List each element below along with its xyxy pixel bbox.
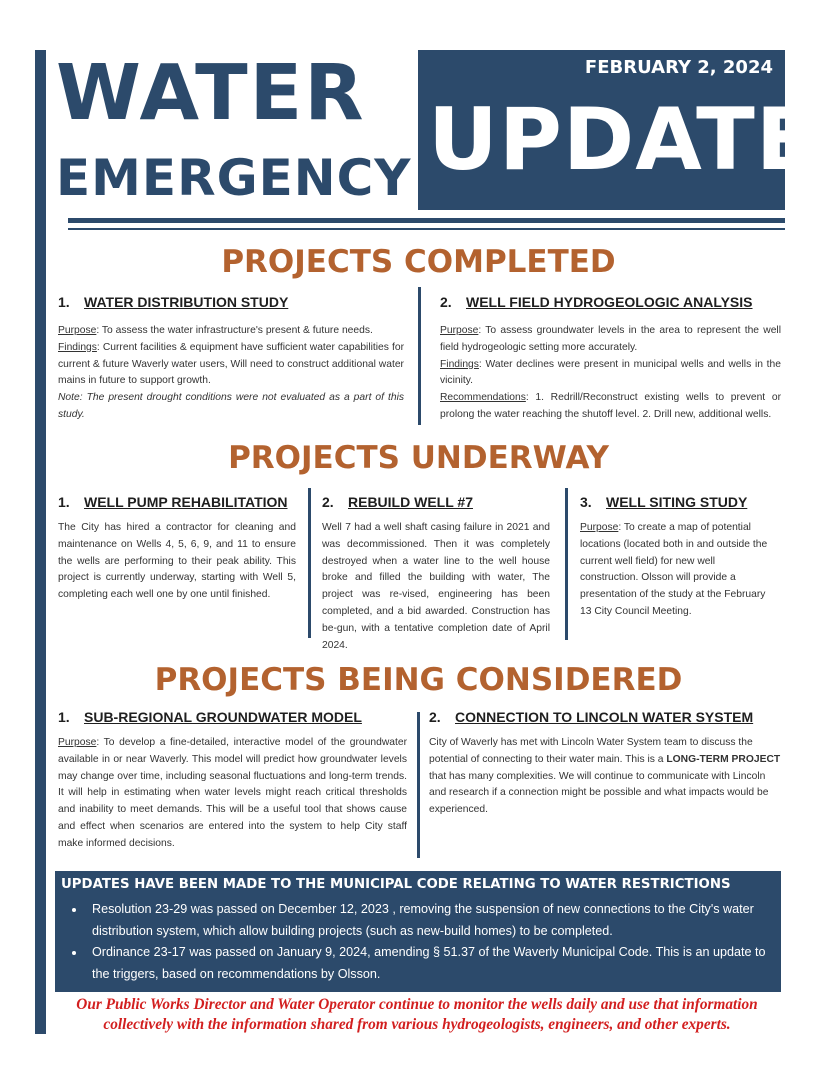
completed-item-water-distribution bbox=[58, 294, 404, 424]
header-rule-thin bbox=[68, 228, 785, 230]
item-body: Purpose: To develop a fine-detailed, interactive model of the groundwater available in or near Waverly. This model will predict how groundwater levels may change over time, including seasonal fluctuations and long-term trends. It will help in estimating when water levels might reach critical thresholds and inability to meet demands. This will be a useful tool that shows cause and effect when scenarios are entered into the system to help City staff make informed decisions. bbox=[58, 737, 407, 849]
section-heading-completed: PROJECTS COMPLETED bbox=[221, 244, 616, 280]
left-accent-bar bbox=[35, 50, 46, 1034]
section-heading-considered: PROJECTS BEING CONSIDERED bbox=[154, 662, 683, 698]
title-water: WATER bbox=[56, 49, 366, 138]
section-heading-underway: PROJECTS UNDERWAY bbox=[228, 440, 609, 476]
item-title: 2. REBUILD WELL #7 bbox=[322, 494, 473, 510]
considered-item-lincoln-connection bbox=[429, 709, 781, 819]
column-divider bbox=[308, 488, 311, 638]
item-body: The City has hired a contractor for cleaning and maintenance on Wells 4, 5, 6, 9, and 11 to ensure the wells are performing to their peak ability. This project is currently underway, starting with Well 5, completing each well one by one until finished. bbox=[58, 522, 296, 601]
item-title: 2. CONNECTION TO LINCOLN WATER SYSTEM bbox=[429, 709, 754, 725]
header-rule-thick bbox=[68, 218, 785, 223]
considered-item-groundwater-model bbox=[58, 709, 407, 853]
update-title: UPDATE bbox=[428, 90, 816, 190]
underway-item-rebuild-well-7 bbox=[322, 494, 550, 654]
item-body: Purpose: To create a map of potential locations (located both in and outside the current well field) for new well construction. Olsson will provide a presentation of the study at the February 13 City Council Meeting. bbox=[580, 522, 768, 617]
column-divider bbox=[565, 488, 568, 640]
footer-note: Our Public Works Director and Water Operator continue to monitor the wells daily and use that information collectively with the information shared from various hydrogeologists, engineers, and other experts. bbox=[76, 996, 758, 1033]
underway-item-well-pump bbox=[58, 494, 296, 604]
column-divider bbox=[418, 287, 421, 425]
title-emergency: EMERGENCY bbox=[56, 149, 412, 207]
update-banner bbox=[418, 50, 816, 210]
item-title: 1. WATER DISTRIBUTION STUDY bbox=[58, 294, 289, 310]
item-title: 1. WELL PUMP REHABILITATION bbox=[58, 494, 288, 510]
item-body: Purpose: To assess groundwater levels in the area to represent the well field hydrogeologic setting more accurately. Findings: Water declines were present in municipal wells and wells in the vicinity. Recommendations: 1. Redrill/Reconstruct existing wells to prevent or prolong the water reaching the shutoff level. 2. Drill new, additional wells. bbox=[440, 325, 781, 420]
issue-date: FEBRUARY 2, 2024 bbox=[584, 57, 773, 78]
underway-item-well-siting bbox=[580, 494, 776, 621]
code-update-bullet: • Ordinance 23-17 was passed on January 9, 2024, amending § 51.37 of the Waverly Municipal Code. This is an update to the triggers, based on recommendations by Olsson. bbox=[86, 942, 776, 985]
item-body: City of Waverly has met with Lincoln Water System team to discuss the potential of connecting to their water main. This is a LONG-TERM PROJECT that has many complexities. We will continue to communicate with Lincoln and research if a connection might be possible and what impacts would be experienced. bbox=[429, 737, 781, 816]
column-divider bbox=[417, 712, 420, 858]
code-updates-heading: UPDATES HAVE BEEN MADE TO THE MUNICIPAL CODE RELATING TO WATER RESTRICTIONS bbox=[61, 877, 731, 892]
item-body: Purpose: To assess the water infrastructure's present & future needs. Findings: Current facilities & equipment have sufficient water capabilities for current & future Waverly water users, Will need to construct additional water mains in future to support growth. Note: The present drought conditions were not evaluated as a part of this study. bbox=[58, 325, 404, 420]
municipal-code-updates bbox=[55, 871, 781, 992]
code-updates-list bbox=[55, 899, 776, 985]
item-title: 2. WELL FIELD HYDROGEOLOGIC ANALYSIS bbox=[440, 294, 753, 310]
code-update-bullet: • Resolution 23-29 was passed on December 12, 2023 , removing the suspension of new connections to the City's water distribution system, which allow building projects (such as new-build homes) to be completed. bbox=[86, 899, 776, 942]
item-title: 3. WELL SITING STUDY bbox=[580, 494, 748, 510]
completed-item-hydrogeologic-analysis bbox=[440, 294, 781, 424]
item-title: 1. SUB-REGIONAL GROUNDWATER MODEL bbox=[58, 709, 362, 725]
item-body: Well 7 had a well shaft casing failure in 2021 and was decommissioned. Then it was completely destroyed when a water line to the well house broke and filled the building with water, The project was re-vised, engineering has been completed, and a bid awarded. Construction has be-gun, with a tentative completion date of April 2024. bbox=[322, 522, 550, 651]
